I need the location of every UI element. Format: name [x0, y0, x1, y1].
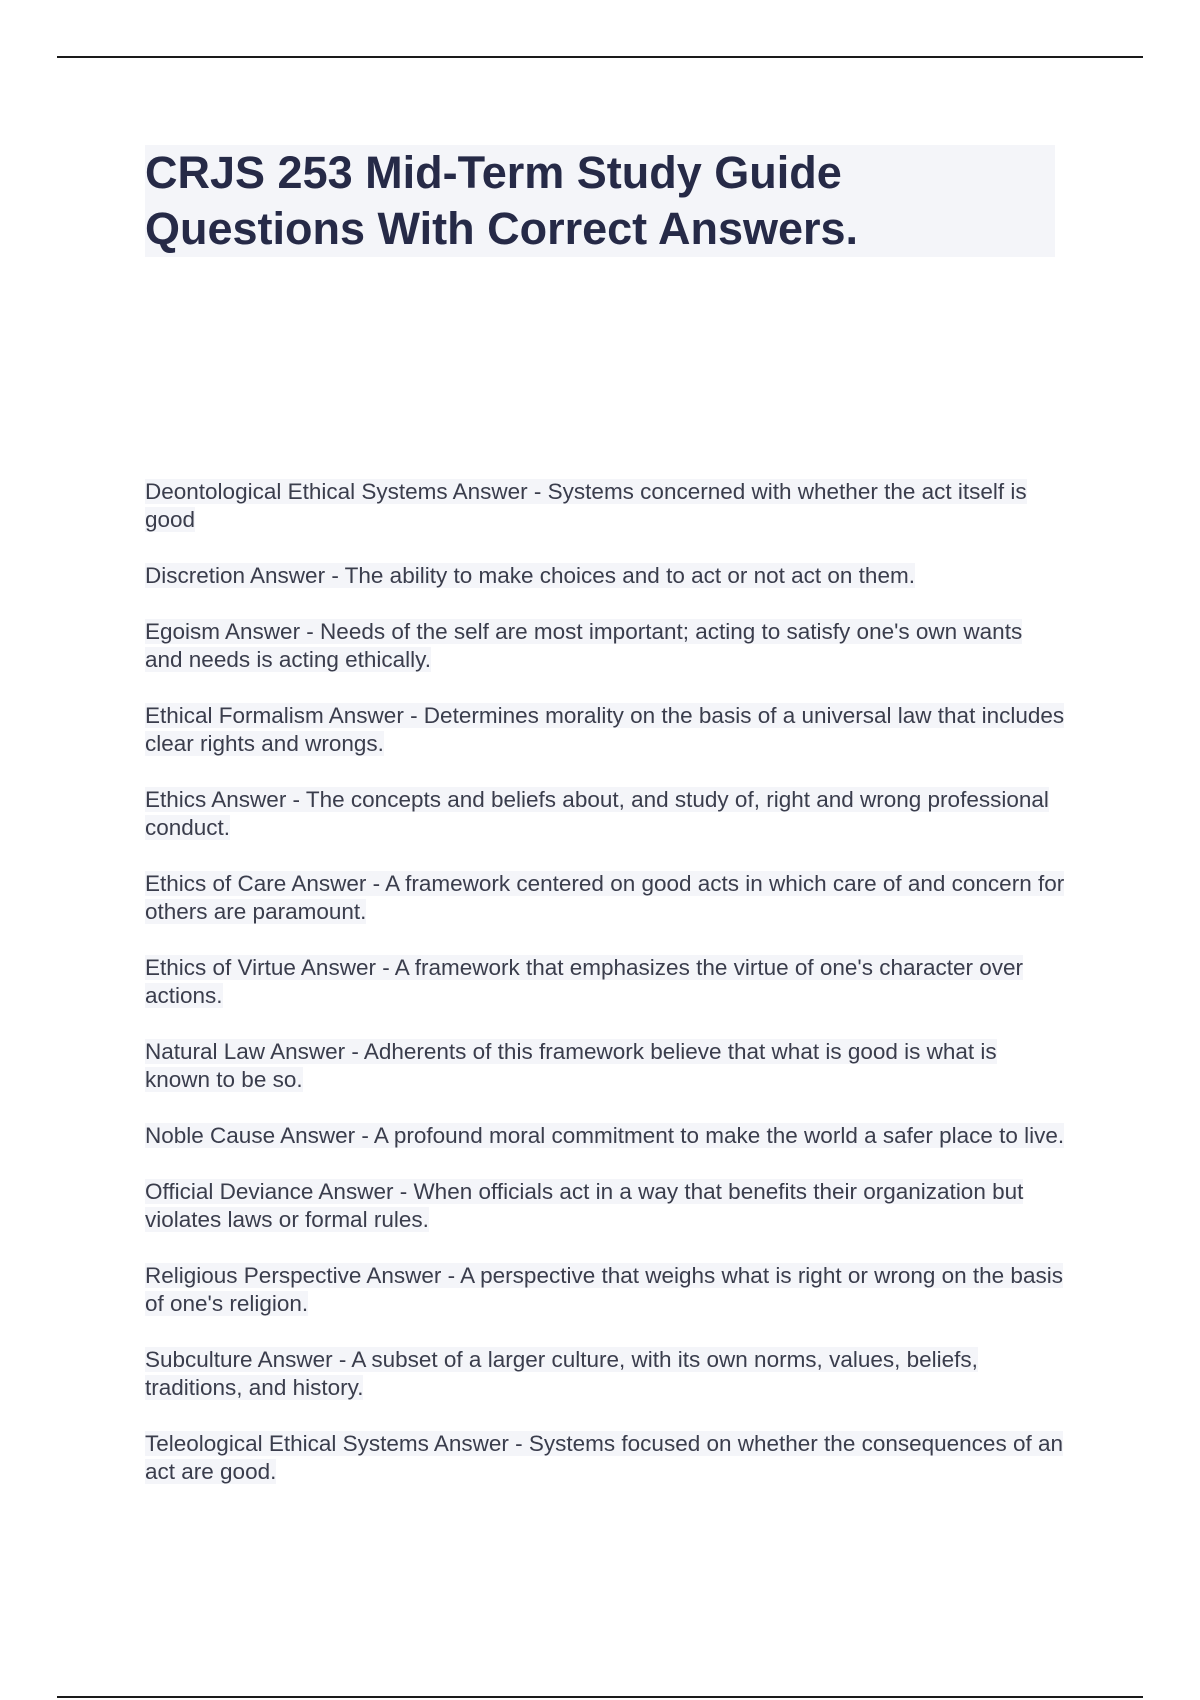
qa-item: [145, 786, 1065, 842]
qa-item: [145, 1430, 1065, 1486]
qa-text: Noble Cause Answer - A profound moral commitment to make the world a safer place to live.: [145, 1123, 1065, 1148]
qa-text: Ethical Formalism Answer - Determines morality on the basis of a universal law that includes clear rights and wrongs.: [145, 703, 1065, 756]
qa-item: [145, 478, 1065, 534]
qa-item: [145, 1122, 1065, 1150]
qa-text: Egoism Answer - Needs of the self are most important; acting to satisfy one's own wants and needs is acting ethically.: [145, 619, 1023, 672]
qa-item: [145, 702, 1065, 758]
qa-text: Ethics Answer - The concepts and beliefs about, and study of, right and wrong professional conduct.: [145, 787, 1049, 840]
qa-text: Ethics of Virtue Answer - A framework that emphasizes the virtue of one's character over actions.: [145, 955, 1024, 1008]
qa-text: Deontological Ethical Systems Answer - Systems concerned with whether the act itself is good: [145, 479, 1027, 532]
qa-item: [145, 1038, 1065, 1094]
qa-text: Religious Perspective Answer - A perspective that weighs what is right or wrong on the basis of one's religion.: [145, 1263, 1063, 1316]
qa-item: [145, 1262, 1065, 1318]
document-title: CRJS 253 Mid-Term Study Guide Questions With Correct Answers.: [145, 147, 859, 254]
qa-item: [145, 1178, 1065, 1234]
qa-text: Ethics of Care Answer - A framework centered on good acts in which care of and concern for others are paramount.: [145, 871, 1065, 924]
qa-item: [145, 870, 1065, 926]
qa-item: [145, 618, 1065, 674]
qa-item: [145, 954, 1065, 1010]
qa-text: Subculture Answer - A subset of a larger culture, with its own norms, values, beliefs, traditions, and history.: [145, 1347, 978, 1400]
title-block: [145, 145, 1055, 257]
top-rule: [57, 56, 1143, 58]
bottom-rule: [57, 1696, 1143, 1698]
qa-text: Discretion Answer - The ability to make choices and to act or not act on them.: [145, 563, 915, 588]
qa-text: Teleological Ethical Systems Answer - Systems focused on whether the consequences of an act are good.: [145, 1431, 1063, 1484]
qa-list: [145, 478, 1065, 1486]
qa-item: [145, 1346, 1065, 1402]
qa-text: Official Deviance Answer - When officials act in a way that benefits their organization but violates laws or formal rules.: [145, 1179, 1024, 1232]
qa-text: Natural Law Answer - Adherents of this framework believe that what is good is what is known to be so.: [145, 1039, 997, 1092]
qa-item: [145, 562, 1065, 590]
